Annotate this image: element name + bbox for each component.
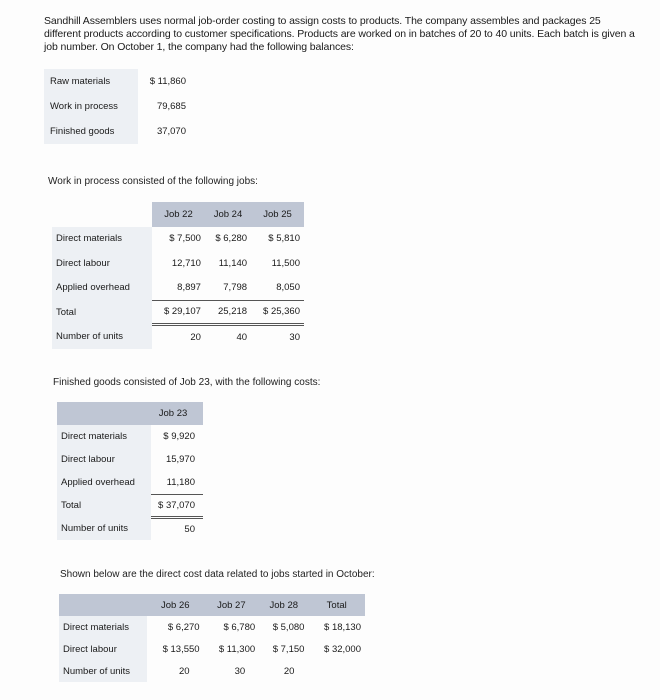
row-label: Direct labour bbox=[59, 638, 147, 660]
balance-label: Finished goods bbox=[44, 119, 138, 144]
cell: 12,710 bbox=[171, 257, 201, 269]
cell: $ 6,280 bbox=[215, 233, 248, 245]
row-label: Total bbox=[52, 300, 152, 325]
table-row bbox=[59, 616, 365, 638]
cell: $ 13,550 bbox=[162, 643, 200, 655]
cell: 25,218 bbox=[205, 300, 251, 325]
direct-cost-table bbox=[59, 594, 365, 682]
balance-value: 79,685 bbox=[156, 101, 186, 112]
cell: $ 25,360 bbox=[251, 300, 304, 325]
wip-caption: Work in process consisted of the following jobs: bbox=[48, 176, 258, 187]
table-row bbox=[44, 69, 194, 94]
cell: $ 5,080 bbox=[272, 621, 305, 633]
dc-caption: Shown below are the direct cost data related to jobs started in October: bbox=[60, 569, 375, 580]
cell: 15,970 bbox=[165, 454, 195, 465]
table-row bbox=[57, 517, 203, 540]
balance-value: 37,070 bbox=[156, 126, 186, 137]
table-header-row bbox=[57, 402, 203, 425]
cell: $ 5,810 bbox=[268, 233, 300, 245]
cell: 50 bbox=[184, 523, 195, 535]
table-row bbox=[57, 494, 203, 517]
cell: $ 7,150 bbox=[272, 643, 305, 655]
cell: $ 29,107 bbox=[152, 300, 205, 325]
cell: $ 11,300 bbox=[218, 643, 256, 655]
wip-jobs-table bbox=[52, 202, 304, 349]
table-row bbox=[44, 94, 194, 119]
table-row bbox=[52, 251, 304, 276]
row-label: Number of units bbox=[59, 660, 147, 682]
row-label: Direct materials bbox=[52, 227, 152, 252]
cell: 11,140 bbox=[218, 257, 248, 269]
row-label: Direct materials bbox=[57, 425, 151, 448]
cell: $ 9,920 bbox=[163, 431, 195, 442]
row-label: Number of units bbox=[57, 517, 151, 540]
cell: $ 6,270 bbox=[167, 621, 200, 633]
table-row bbox=[52, 300, 304, 325]
row-label: Applied overhead bbox=[52, 276, 152, 301]
column-header: Job 22 bbox=[164, 208, 193, 220]
cell: $ 6,780 bbox=[223, 621, 256, 633]
cell: 11,180 bbox=[151, 471, 203, 494]
table-row bbox=[52, 325, 304, 350]
column-header: Job 24 bbox=[213, 208, 243, 220]
row-label: Direct materials bbox=[59, 616, 147, 638]
table-row bbox=[57, 471, 203, 494]
table-row bbox=[59, 638, 365, 660]
table-header-row bbox=[59, 594, 365, 616]
table-row bbox=[52, 276, 304, 301]
column-header: Total bbox=[326, 599, 347, 611]
cell: 11,500 bbox=[271, 257, 300, 269]
cell: 8,050 bbox=[251, 276, 304, 301]
table-row bbox=[57, 425, 203, 448]
balances-table bbox=[44, 69, 194, 144]
cell: 40 bbox=[236, 332, 248, 343]
table-header-row bbox=[52, 202, 304, 227]
table-row bbox=[57, 448, 203, 471]
cell: 30 bbox=[289, 332, 300, 343]
balance-label: Raw materials bbox=[44, 69, 138, 94]
column-header: Job 26 bbox=[161, 599, 190, 611]
cell: 30 bbox=[234, 665, 246, 677]
cell: 20 bbox=[283, 665, 295, 677]
column-header: Job 23 bbox=[158, 408, 188, 419]
row-label: Total bbox=[57, 494, 151, 517]
table-row bbox=[44, 119, 194, 144]
balance-value: $ 11,860 bbox=[149, 76, 186, 87]
cell: 20 bbox=[178, 665, 190, 677]
header-blank bbox=[52, 202, 152, 227]
row-label: Direct labour bbox=[52, 251, 152, 276]
cell: 20 bbox=[190, 332, 201, 343]
cell: $ 32,000 bbox=[324, 643, 361, 655]
row-label: Applied overhead bbox=[57, 471, 151, 494]
row-label: Direct labour bbox=[57, 448, 151, 471]
cell: 7,798 bbox=[205, 276, 251, 301]
cell: $ 37,070 bbox=[151, 494, 203, 517]
header-blank bbox=[59, 594, 147, 616]
intro-paragraph: Sandhill Assemblers uses normal job-order costing to assign costs to products. The company assembles and packages 25 different products according to customer specifications. Products are worked on in batches of 20 to 40 units. Each batch is given a job number. On October 1, the company had the following balances: bbox=[44, 15, 635, 53]
table-row bbox=[59, 660, 365, 682]
cell: 8,897 bbox=[152, 276, 205, 301]
column-header: Job 25 bbox=[263, 208, 292, 220]
fg-caption: Finished goods consisted of Job 23, with the following costs: bbox=[53, 377, 321, 388]
balance-label: Work in process bbox=[44, 94, 138, 119]
header-blank bbox=[57, 402, 151, 425]
column-header: Job 27 bbox=[217, 599, 246, 611]
row-label: Number of units bbox=[52, 325, 152, 350]
cell: $ 7,500 bbox=[169, 233, 201, 245]
column-header: Job 28 bbox=[269, 599, 299, 611]
cell bbox=[308, 660, 365, 682]
table-row bbox=[52, 227, 304, 252]
cell: $ 18,130 bbox=[324, 621, 361, 633]
finished-goods-table bbox=[57, 402, 203, 540]
